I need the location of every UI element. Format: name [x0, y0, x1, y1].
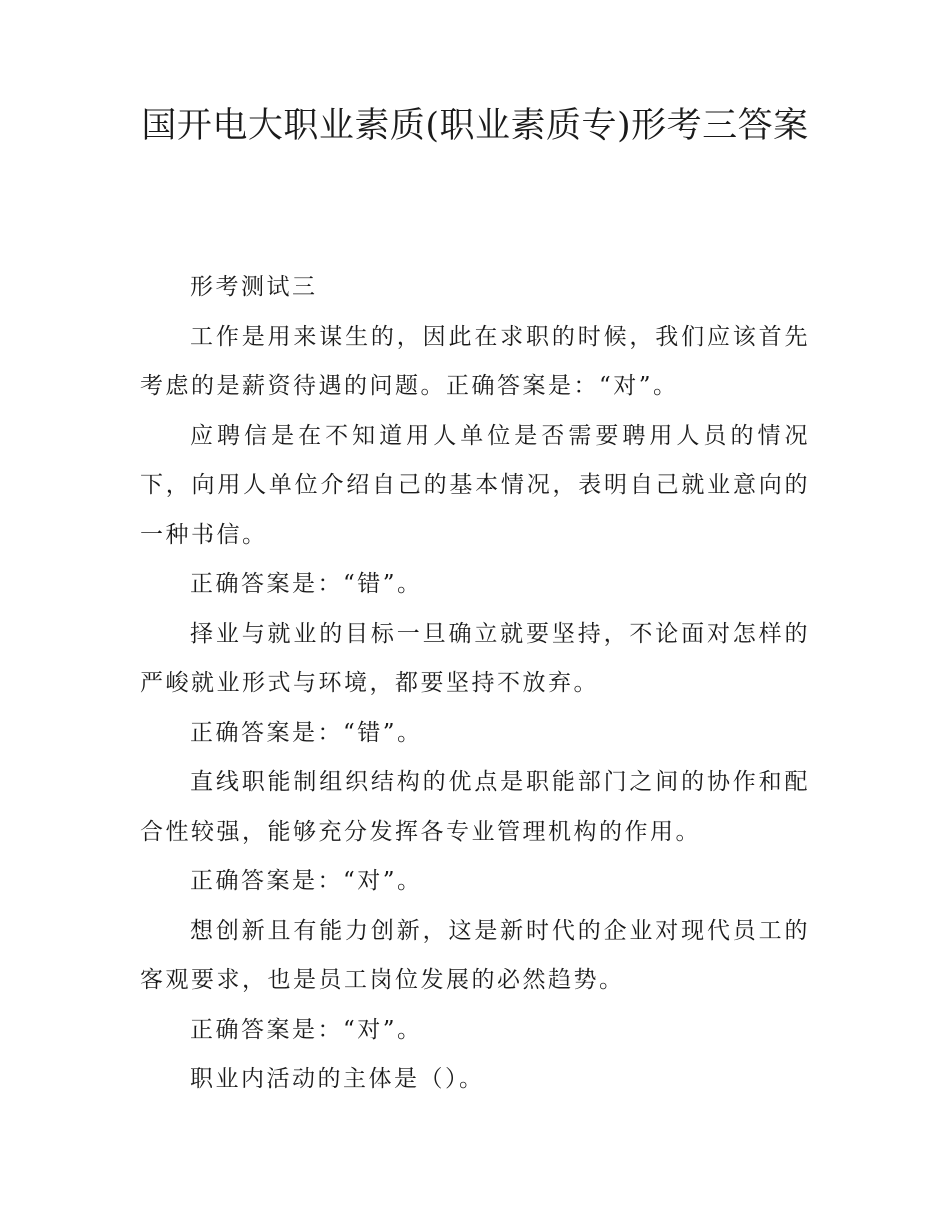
- question-paragraph: 应聘信是在不知道用人单位是否需要聘用人员的情况下，向用人单位介绍自己的基本情况，表明自己就业意向的一种书信。: [140, 422, 810, 548]
- document-body: [140, 263, 810, 1105]
- question-paragraph: 想创新且有能力创新，这是新时代的企业对现代员工的客观要求，也是员工岗位发展的必然趋势。: [140, 917, 810, 993]
- answer-paragraph: 正确答案是：“对”。: [190, 1016, 423, 1043]
- question-paragraph: 工作是用来谋生的，因此在求职的时候，我们应该首先考虑的是薪资待遇的问题。正确答案是：“对”。: [140, 323, 810, 399]
- answer-paragraph: 正确答案是：“错”。: [190, 719, 423, 746]
- document-title: 国开电大职业素质(职业素质专)形考三答案: [141, 106, 809, 146]
- question-paragraph: 择业与就业的目标一旦确立就要坚持，不论面对怎样的严峻就业形式与环境，都要坚持不放弃。: [140, 620, 810, 696]
- section-heading: 形考测试三: [190, 274, 318, 300]
- answer-paragraph: 正确答案是：“对”。: [190, 868, 423, 894]
- question-paragraph: 职业内活动的主体是（）。: [190, 1066, 485, 1092]
- answer-paragraph: 正确答案是：“错”。: [190, 571, 423, 597]
- question-paragraph: 直线职能制组织结构的优点是职能部门之间的协作和配合性较强，能够充分发挥各专业管理机构的作用。: [140, 769, 810, 845]
